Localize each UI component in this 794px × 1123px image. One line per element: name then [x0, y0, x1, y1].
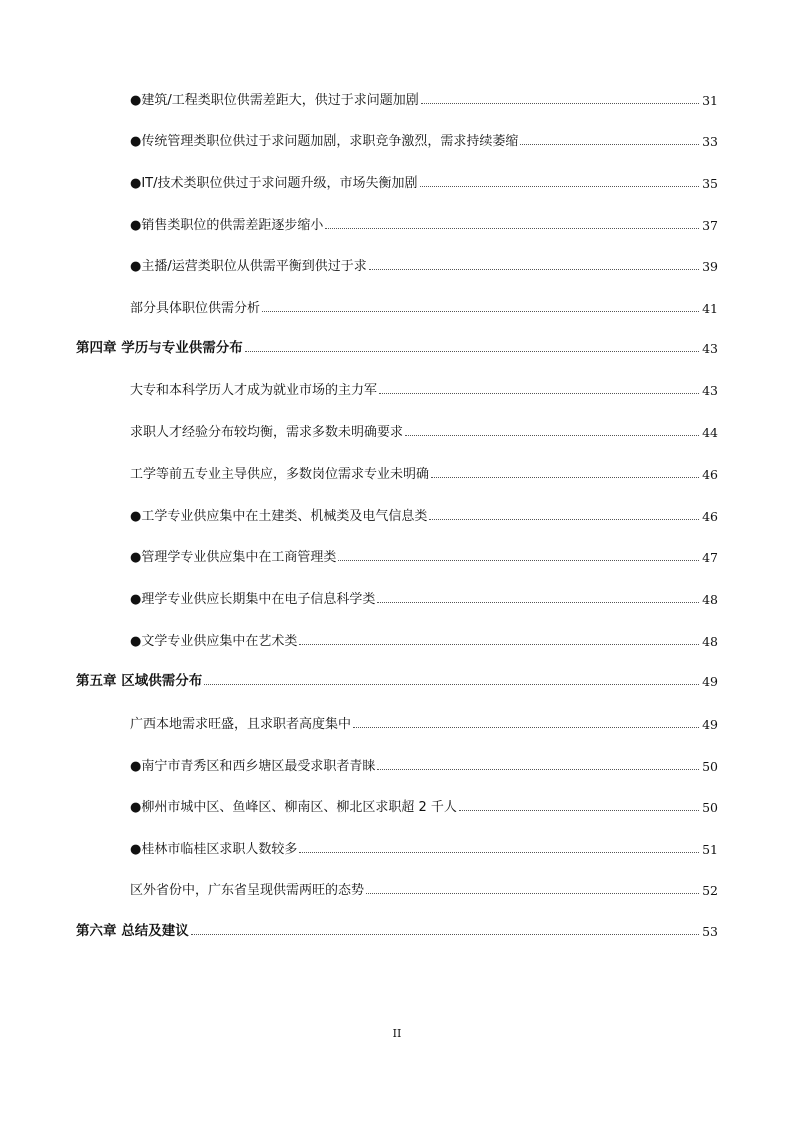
toc-entry-page: 37: [702, 218, 718, 233]
toc-entry-page: 46: [702, 509, 718, 524]
dot-leader: [421, 103, 699, 104]
toc-entry-page: 49: [702, 717, 718, 732]
toc-chapter-title: 第五章 区域供需分布: [76, 673, 203, 689]
toc-entry-title: 大专和本科学历人才成为就业市场的主力军: [130, 383, 378, 398]
toc-entry[interactable]: [130, 460, 718, 482]
dot-leader: [520, 144, 699, 145]
dot-leader: [377, 769, 699, 770]
toc-entry-page: 50: [702, 759, 718, 774]
page-footer-number: II: [392, 1027, 402, 1040]
toc-entry[interactable]: [130, 252, 718, 274]
toc-entry[interactable]: [130, 294, 718, 316]
toc-entry-page: 39: [702, 259, 718, 274]
toc-entry-title: ●柳州市城中区、鱼峰区、柳南区、柳北区求职超 2 千人: [130, 800, 457, 815]
toc-entry-page: 41: [702, 301, 718, 316]
toc-entry-title: ●工学专业供应集中在土建类、机械类及电气信息类: [130, 509, 428, 524]
toc-entry-title: 广西本地需求旺盛，且求职者高度集中: [130, 717, 352, 732]
toc-entry[interactable]: [130, 502, 718, 524]
dot-leader: [262, 311, 699, 312]
dot-leader: [299, 852, 699, 853]
toc-chapter-entry[interactable]: [76, 917, 718, 939]
dot-leader: [459, 810, 699, 811]
toc-entry-page: 49: [702, 674, 718, 689]
toc-entry-title: ●建筑/工程类职位供需差距大，供过于求问题加剧: [130, 93, 419, 108]
toc-entry-page: 48: [702, 634, 718, 649]
toc-entry[interactable]: [130, 418, 718, 440]
toc-entry[interactable]: [130, 710, 718, 732]
toc-entry-page: 47: [702, 550, 718, 565]
toc-entry-title: 部分具体职位供需分析: [130, 301, 261, 316]
dot-leader: [353, 727, 699, 728]
toc-entry-title: 区外省份中，广东省呈现供需两旺的态势: [130, 883, 365, 898]
dot-leader: [379, 393, 699, 394]
toc-entry[interactable]: [130, 86, 718, 108]
toc-entry-page: 51: [702, 842, 718, 857]
dot-leader: [369, 269, 699, 270]
dot-leader: [405, 435, 699, 436]
dot-leader: [325, 228, 699, 229]
toc-chapter-entry[interactable]: [76, 334, 718, 356]
toc-chapter-entry[interactable]: [76, 667, 718, 689]
toc-entry-title: ●IT/技术类职位供过于求问题升级，市场失衡加剧: [130, 176, 418, 191]
toc-entry-title: 求职人才经验分布较均衡，需求多数未明确要求: [130, 425, 404, 440]
toc-entry-page: 31: [702, 93, 718, 108]
dot-leader: [420, 186, 700, 187]
dot-leader: [429, 519, 699, 520]
toc-entry[interactable]: [130, 876, 718, 898]
toc-chapter-title: 第六章 总结及建议: [76, 923, 189, 939]
toc-entry-page: 53: [702, 924, 718, 939]
toc-entry[interactable]: [130, 127, 718, 149]
toc-entry-page: 50: [702, 800, 718, 815]
toc-entry-page: 43: [702, 383, 718, 398]
toc-entry-title: 工学等前五专业主导供应，多数岗位需求专业未明确: [130, 467, 430, 482]
dot-leader: [431, 477, 699, 478]
dot-leader: [338, 560, 699, 561]
dot-leader: [299, 644, 699, 645]
dot-leader: [204, 684, 699, 685]
dot-leader: [191, 934, 699, 935]
toc-entry-page: 48: [702, 592, 718, 607]
dot-leader: [245, 351, 699, 352]
toc-entry-page: 44: [702, 425, 718, 440]
toc-entry-page: 46: [702, 467, 718, 482]
toc-entry-page: 52: [702, 883, 718, 898]
toc-entry[interactable]: [130, 585, 718, 607]
dot-leader: [377, 602, 699, 603]
toc-entry-page: 33: [702, 134, 718, 149]
toc-entry-title: ●文学专业供应集中在艺术类: [130, 634, 298, 649]
toc-entry-page: 43: [702, 341, 718, 356]
toc-entry[interactable]: [130, 376, 718, 398]
toc-chapter-title: 第四章 学历与专业供需分布: [76, 340, 243, 356]
toc-entry[interactable]: [130, 169, 718, 191]
toc-entry-title: ●传统管理类职位供过于求问题加剧，求职竞争激烈，需求持续萎缩: [130, 134, 519, 149]
toc-entry-title: ●销售类职位的供需差距逐步缩小: [130, 218, 324, 233]
toc-entry-title: ●南宁市青秀区和西乡塘区最受求职者青睐: [130, 759, 376, 774]
toc-entry[interactable]: [130, 793, 718, 815]
toc-entry-title: ●主播/运营类职位从供需平衡到供过于求: [130, 259, 367, 274]
toc-entry[interactable]: [130, 543, 718, 565]
dot-leader: [366, 893, 699, 894]
toc-entry[interactable]: [130, 835, 718, 857]
toc-entry-title: ●管理学专业供应集中在工商管理类: [130, 550, 337, 565]
toc-entry[interactable]: [130, 211, 718, 233]
toc-entry-title: ●理学专业供应长期集中在电子信息科学类: [130, 592, 376, 607]
toc-entry[interactable]: [130, 752, 718, 774]
toc-entry-title: ●桂林市临桂区求职人数较多: [130, 842, 298, 857]
toc-entry[interactable]: [130, 627, 718, 649]
toc-entry-page: 35: [702, 176, 718, 191]
